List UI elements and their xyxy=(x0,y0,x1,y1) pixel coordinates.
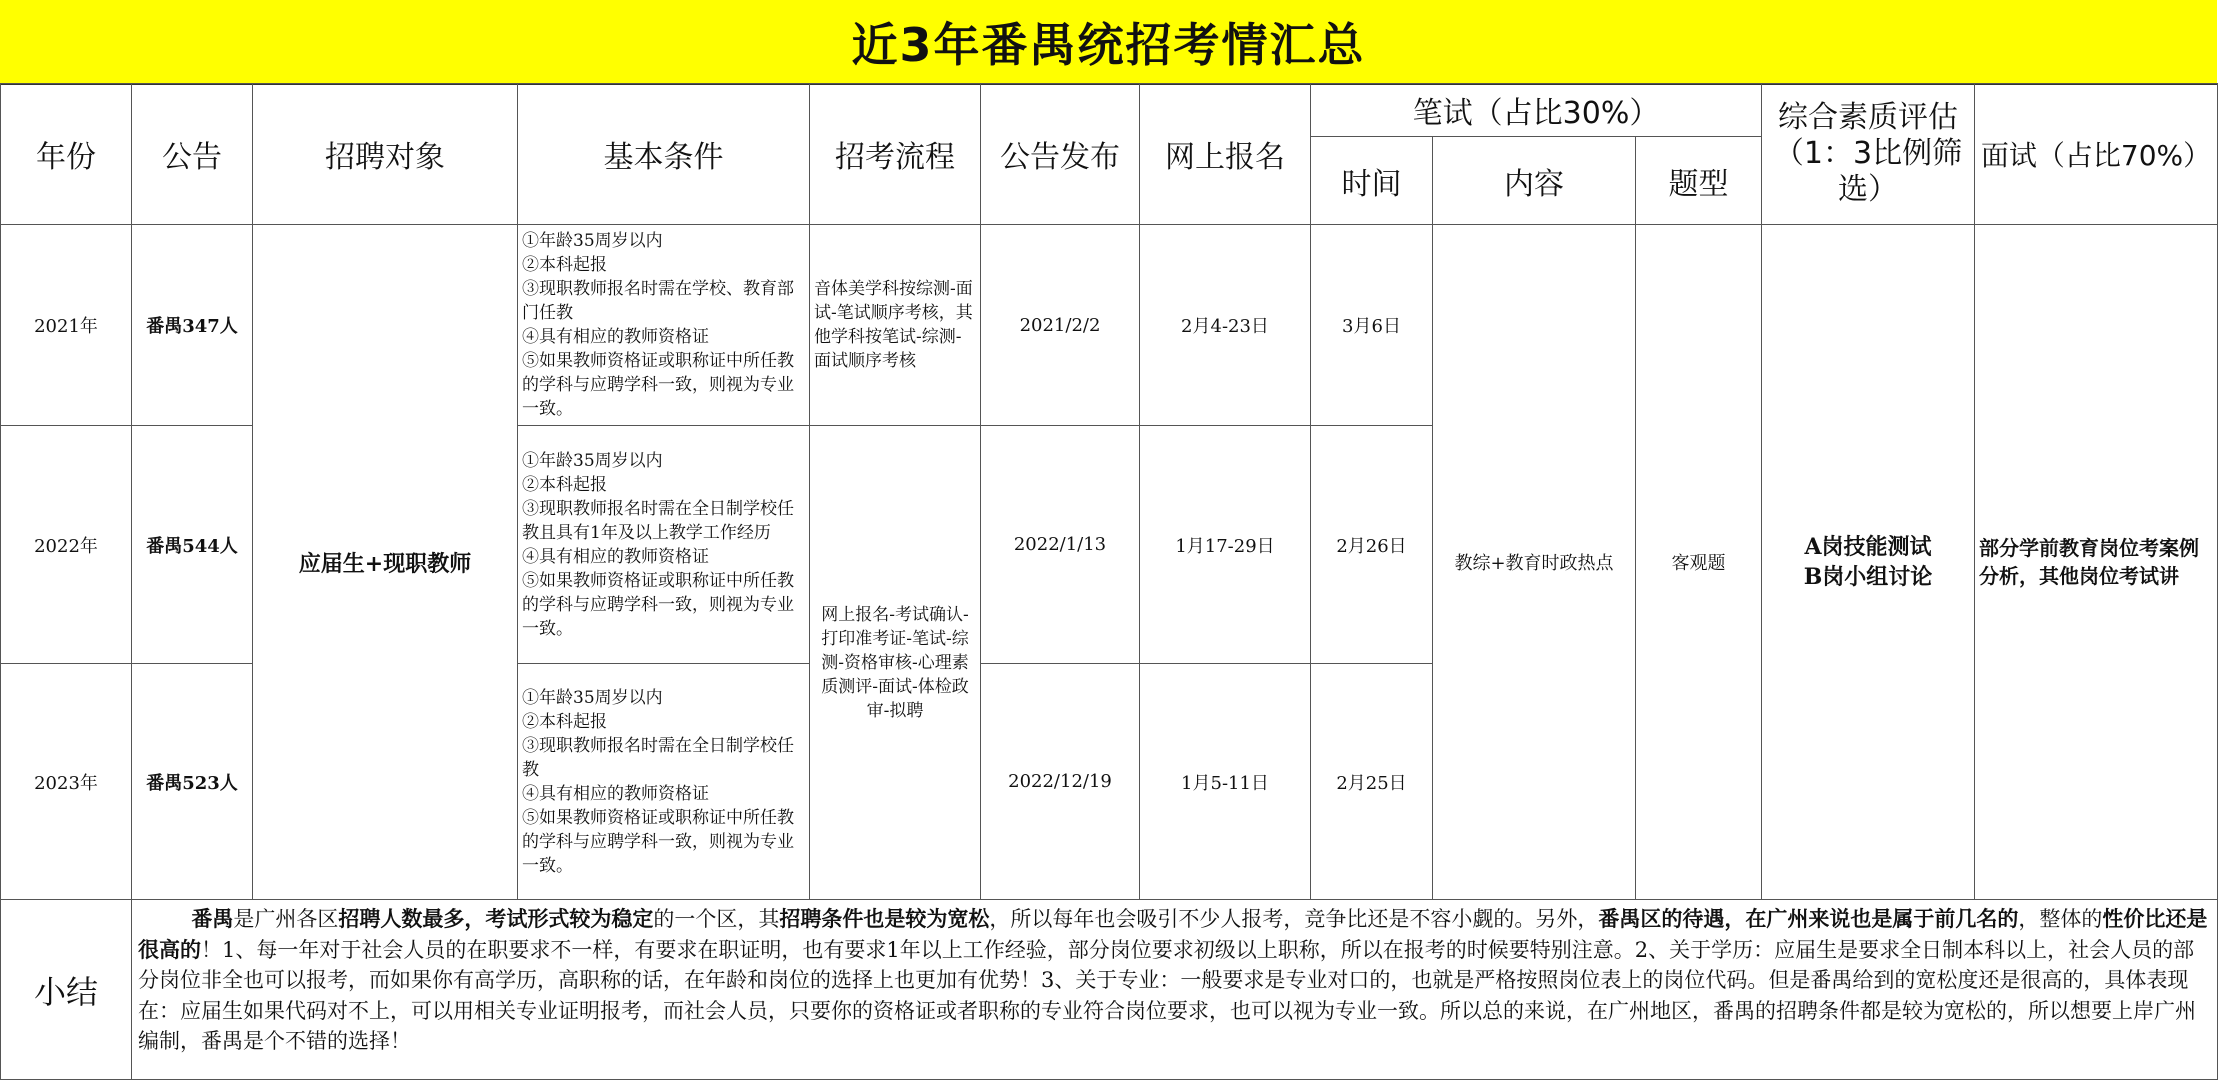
year-cell: 2023年 xyxy=(1,664,132,900)
table-row xyxy=(1,225,2218,426)
header-notice: 公告 xyxy=(132,84,253,225)
online-cell: 1月17-29日 xyxy=(1140,426,1311,664)
conditions-cell xyxy=(518,664,810,900)
header-conditions: 基本条件 xyxy=(518,84,810,225)
summary-segment: 是广州各区 xyxy=(233,907,339,931)
header-interview: 面试（占比70%） xyxy=(1975,84,2218,225)
condition-item: ③现职教师报名时需在全日制学校任教且具有1年及以上教学工作经历 ④具有相应的教师资格证 xyxy=(522,498,858,567)
condition-item: ①年龄35周岁以内 xyxy=(522,450,663,471)
condition-item: ⑤如果教师资格证或职称证中所任教的学科与应聘学科一致，则视为专业一致。 xyxy=(522,570,794,639)
assess-a: A岗技能测试 xyxy=(1804,534,1932,560)
conditions-cell xyxy=(518,225,810,426)
summary-bold-segment: 番禺区的待遇，在广州来说也是属于前几名的 xyxy=(1598,906,2019,931)
online-cell: 2月4-23日 xyxy=(1140,225,1311,426)
announce-cell: 2022/12/19 xyxy=(981,664,1140,900)
summary-bold-segment: 性价比还是很高的 xyxy=(138,906,2208,962)
header-assess xyxy=(1762,84,1975,225)
condition-item: ②本科起报 xyxy=(522,474,607,495)
conditions-cell xyxy=(518,426,858,664)
header-year: 年份 xyxy=(1,84,132,225)
written-time-cell: 3月6日 xyxy=(1311,225,1433,426)
process-cell: 网上报名-考试确认-打印准考证-笔试-综测-资格审核-心理素质测评-面试-体检政审-拟聘 xyxy=(810,426,981,900)
summary-segment: ，整体的 xyxy=(2018,907,2103,931)
summary-bold-segment: 番禺 xyxy=(191,906,234,931)
condition-item: ③现职教师报名时需在学校、教育部门任教 xyxy=(522,279,794,323)
header-assess-line2: （1：3比例筛选） xyxy=(1773,136,1963,207)
assess-b: B岗小组讨论 xyxy=(1803,564,1933,590)
condition-item: ②本科起报 xyxy=(522,255,607,275)
condition-item: ③现职教师报名时需在全日制学校任教 xyxy=(522,735,794,780)
notice-cell: 番禺523人 xyxy=(132,664,253,900)
summary-segment: ！1、每一年对于社会人员的在职要求不一样，有要求在职证明，也有要求1年以上工作经验，部分岗位要求初级以上职称，所以在报考的时候要特别注意。2、关于学历：应届生是要求全日制本科以上，社会人员的部分岗位非全也可以报考，而如果你有高学历，高职称的话，在年龄和岗位的选择上也更加有优势！3、关于专业：一般要求是专业对口的，也就是严格按照岗位表上的岗位代码。但是番禺给到的宽松度还是很高的，具体表现在：应届生如果代码对不上，可以用相关专业证明报考，而社会人员，只要你的资格证或者职称的专业符合岗位要求，也可以视为专业一致。所以总的来说，在广州地区，番禺的招聘条件都是较为宽松的，所以想要上岸广州编制，番禺是个不错的选择！ xyxy=(138,937,2196,1053)
header-written: 笔试（占比30%） xyxy=(1311,84,1762,137)
notice-cell: 番禺347人 xyxy=(132,225,253,426)
condition-item: ⑤如果教师资格证或职称证中所任教的学科与应聘学科一致，则视为专业一致。 xyxy=(522,351,794,419)
assess-cell xyxy=(1762,225,1975,900)
header-announce: 公告发布 xyxy=(981,84,1140,225)
interview-cell: 部分学前教育岗位考案例分析，其他岗位考试讲 xyxy=(1975,225,2218,900)
summary-bold-segment: 招聘人数最多，考试形式较为稳定 xyxy=(338,906,654,931)
condition-item: ④具有相应的教师资格证 xyxy=(522,783,709,804)
condition-item: ①年龄35周岁以内 xyxy=(522,687,663,708)
summary-label: 小结 xyxy=(1,900,132,1080)
online-cell: 1月5-11日 xyxy=(1140,664,1311,900)
summary-text xyxy=(132,900,2218,1080)
written-time-cell: 2月25日 xyxy=(1311,664,1433,900)
summary-segment: 的一个区，其 xyxy=(653,907,780,931)
written-time-cell: 2月26日 xyxy=(1311,426,1433,664)
announce-cell: 2022/1/13 xyxy=(981,426,1140,664)
condition-item: ④具有相应的教师资格证 xyxy=(522,327,709,347)
announce-cell: 2021/2/2 xyxy=(981,225,1140,426)
header-target: 招聘对象 xyxy=(253,84,518,225)
header-process: 招考流程 xyxy=(810,84,981,225)
condition-item: ①年龄35周岁以内 xyxy=(522,231,663,251)
header-online: 网上报名 xyxy=(1140,84,1311,225)
page-title: 近3年番禺统招考情汇总 xyxy=(851,17,1366,72)
target-cell: 应届生+现职教师 xyxy=(253,225,518,900)
condition-item: ②本科起报 xyxy=(522,711,607,732)
summary-table xyxy=(0,83,2218,1080)
header-written-content: 内容 xyxy=(1433,137,1636,225)
header-written-time: 时间 xyxy=(1311,137,1433,225)
title-bar xyxy=(0,0,2217,85)
notice-cell: 番禺544人 xyxy=(132,426,253,664)
summary-bold-segment: 招聘条件也是较为宽松 xyxy=(779,906,990,931)
year-cell: 2021年 xyxy=(1,225,132,426)
condition-item: ⑤如果教师资格证或职称证中所任教的学科与应聘学科一致，则视为专业一致。 xyxy=(522,807,794,876)
year-cell: 2022年 xyxy=(1,426,132,664)
header-written-type: 题型 xyxy=(1636,137,1762,225)
header-assess-line1: 综合素质评估 xyxy=(1778,100,1958,135)
summary-row xyxy=(1,900,2218,1080)
written-type-cell: 客观题 xyxy=(1636,225,1762,900)
process-cell: 音体美学科按综测-面试-笔试顺序考核，其他学科按笔试-综测-面试顺序考核 xyxy=(810,225,981,426)
summary-segment: ，所以每年也会吸引不少人报考，竞争比还是不容小觑的。另外， xyxy=(989,907,1599,931)
summary-segment xyxy=(138,907,191,931)
written-content-cell: 教综+教育时政热点 xyxy=(1433,225,1636,900)
